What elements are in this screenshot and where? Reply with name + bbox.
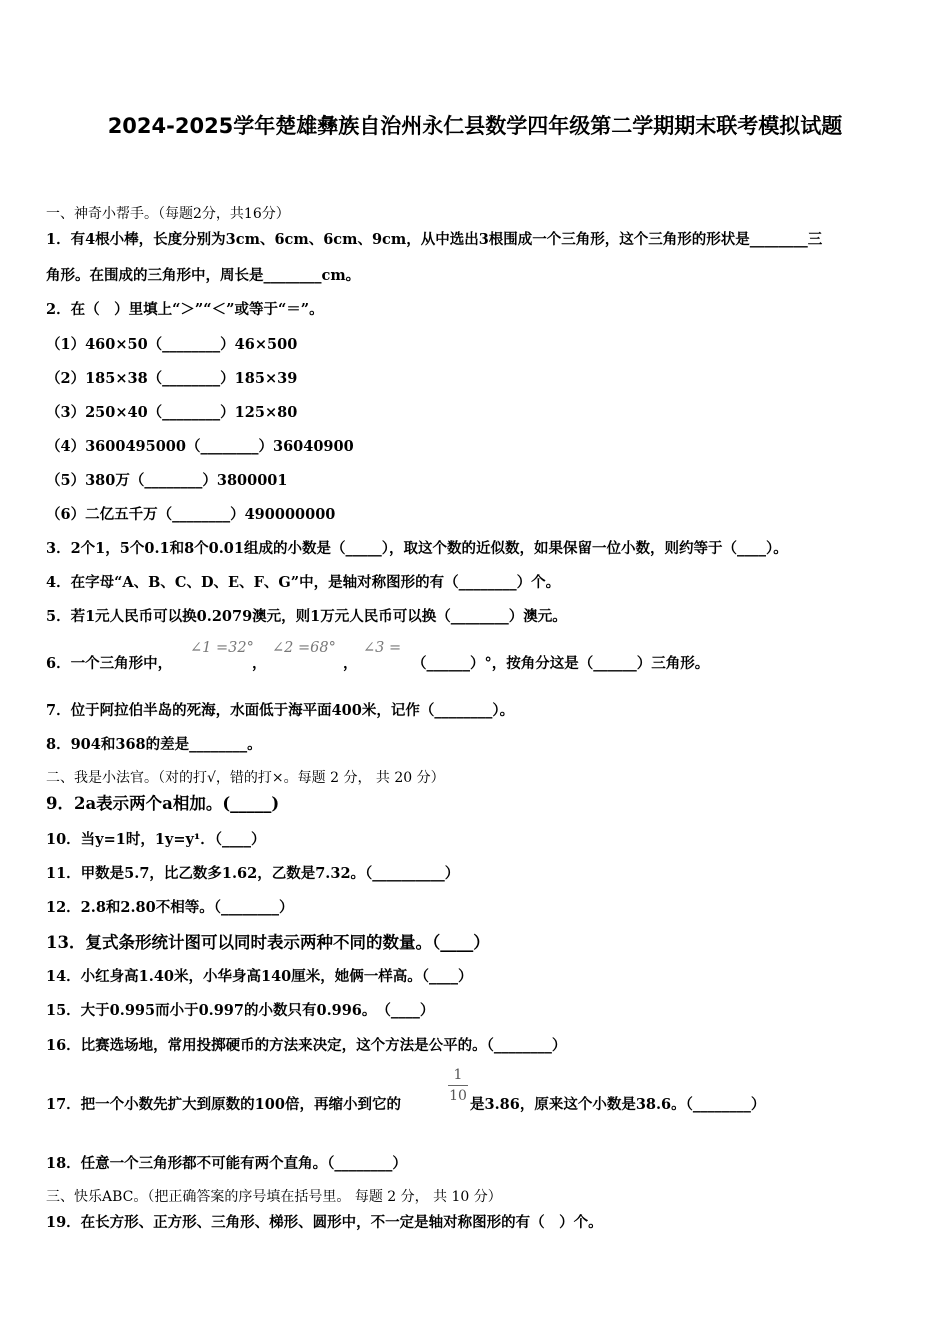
fraction-bar bbox=[448, 1085, 468, 1086]
question-12: 12．2.8和2.80不相等。（________） bbox=[46, 899, 294, 916]
question-6-prefix: 6．一个三角形中， bbox=[46, 655, 173, 672]
angle-3-value: ∠3 = bbox=[363, 640, 402, 656]
fraction-denominator: 10 bbox=[449, 1088, 467, 1104]
question-2-item: （1）460×50（________）46×500 bbox=[46, 336, 298, 353]
question-13: 13．复式条形统计图可以同时表示两种不同的数量。（____） bbox=[46, 933, 490, 952]
question-7: 7．位于阿拉伯半岛的死海，水面低于海平面400米，记作（________）。 bbox=[46, 702, 515, 719]
question-8: 8．904和368的差是________。 bbox=[46, 736, 262, 753]
question-9: 9．2a表示两个a相加。(_____) bbox=[46, 794, 280, 813]
question-2-item: （2）185×38（________）185×39 bbox=[46, 370, 298, 387]
question-18: 18．任意一个三角形都不可能有两个直角。（________） bbox=[46, 1155, 407, 1172]
question-17-suffix: 是3.86，原来这个小数是38.6。（________） bbox=[470, 1096, 766, 1113]
question-4: 4．在字母“A、B、C、D、E、F、G”中，是轴对称图形的有（________）个。 bbox=[46, 574, 561, 591]
question-2-item: （5）380万（________）3800001 bbox=[46, 472, 288, 489]
question-5: 5．若1元人民币可以换0.2079澳元，则1万元人民币可以换（________）澳元。 bbox=[46, 608, 567, 625]
question-6-suffix: （______）°，按角分这是（______）三角形。 bbox=[412, 655, 710, 672]
angle-2-value: ∠2 =68° bbox=[272, 640, 336, 656]
question-16: 16．比赛选场地，常用投掷硬币的方法来决定，这个方法是公平的。（________） bbox=[46, 1037, 567, 1054]
angle-1-value: ∠1 =32° bbox=[190, 640, 254, 656]
question-2-item: （6）二亿五千万（________）490000000 bbox=[46, 506, 336, 523]
question-2-item: （4）3600495000（________）36040900 bbox=[46, 438, 354, 455]
question-1-line-2: 角形。在围成的三角形中，周长是________cm。 bbox=[46, 267, 361, 284]
question-2-item: （3）250×40（________）125×80 bbox=[46, 404, 298, 421]
question-14: 14．小红身高1.40米，小华身高140厘米，她俩一样高。（____） bbox=[46, 968, 473, 985]
page-title: 2024-2025学年楚雄彝族自治州永仁县数学四年级第二学期期末联考模拟试题 bbox=[107, 114, 843, 138]
section-heading-2: 二、我是小法官。（对的打√，错的打×。每题 2 分， 共 20 分） bbox=[46, 770, 445, 786]
question-10: 10．当y=1时，1y=y¹．（____） bbox=[46, 831, 266, 848]
question-6-separator: ， bbox=[252, 655, 267, 672]
question-3: 3．2个1，5个0.1和8个0.01组成的小数是（_____），取这个数的近似数，如果保留一位小数，则约等于（____）。 bbox=[46, 540, 788, 557]
fraction-numerator: 1 bbox=[453, 1067, 463, 1083]
question-15: 15．大于0.995而小于0.997的小数只有0.996。 （____） bbox=[46, 1002, 435, 1019]
question-2: 2．在（ ）里填上“＞”“＜”或等于“＝”。 bbox=[46, 301, 324, 318]
question-11: 11．甲数是5.7，比乙数多1.62，乙数是7.32。（__________） bbox=[46, 865, 460, 882]
fraction-one-tenth bbox=[448, 1067, 468, 1104]
question-6-separator: ， bbox=[343, 655, 358, 672]
question-17-prefix: 17．把一个小数先扩大到原数的100倍，再缩小到它的 bbox=[46, 1096, 401, 1113]
section-heading-3: 三、快乐ABC。（把正确答案的序号填在括号里。 每题 2 分， 共 10 分） bbox=[46, 1189, 502, 1205]
section-heading-1: 一、神奇小帮手。（每题2分，共16分） bbox=[46, 206, 290, 222]
question-19: 19．在长方形、正方形、三角形、梯形、圆形中，不一定是轴对称图形的有（ ）个。 bbox=[46, 1214, 603, 1231]
question-1-line-1: 1．有4根小棒，长度分别为3cm、6cm、6cm、9cm，从中选出3根围成一个三角形，这个三角形的形状是________三 bbox=[46, 231, 823, 248]
